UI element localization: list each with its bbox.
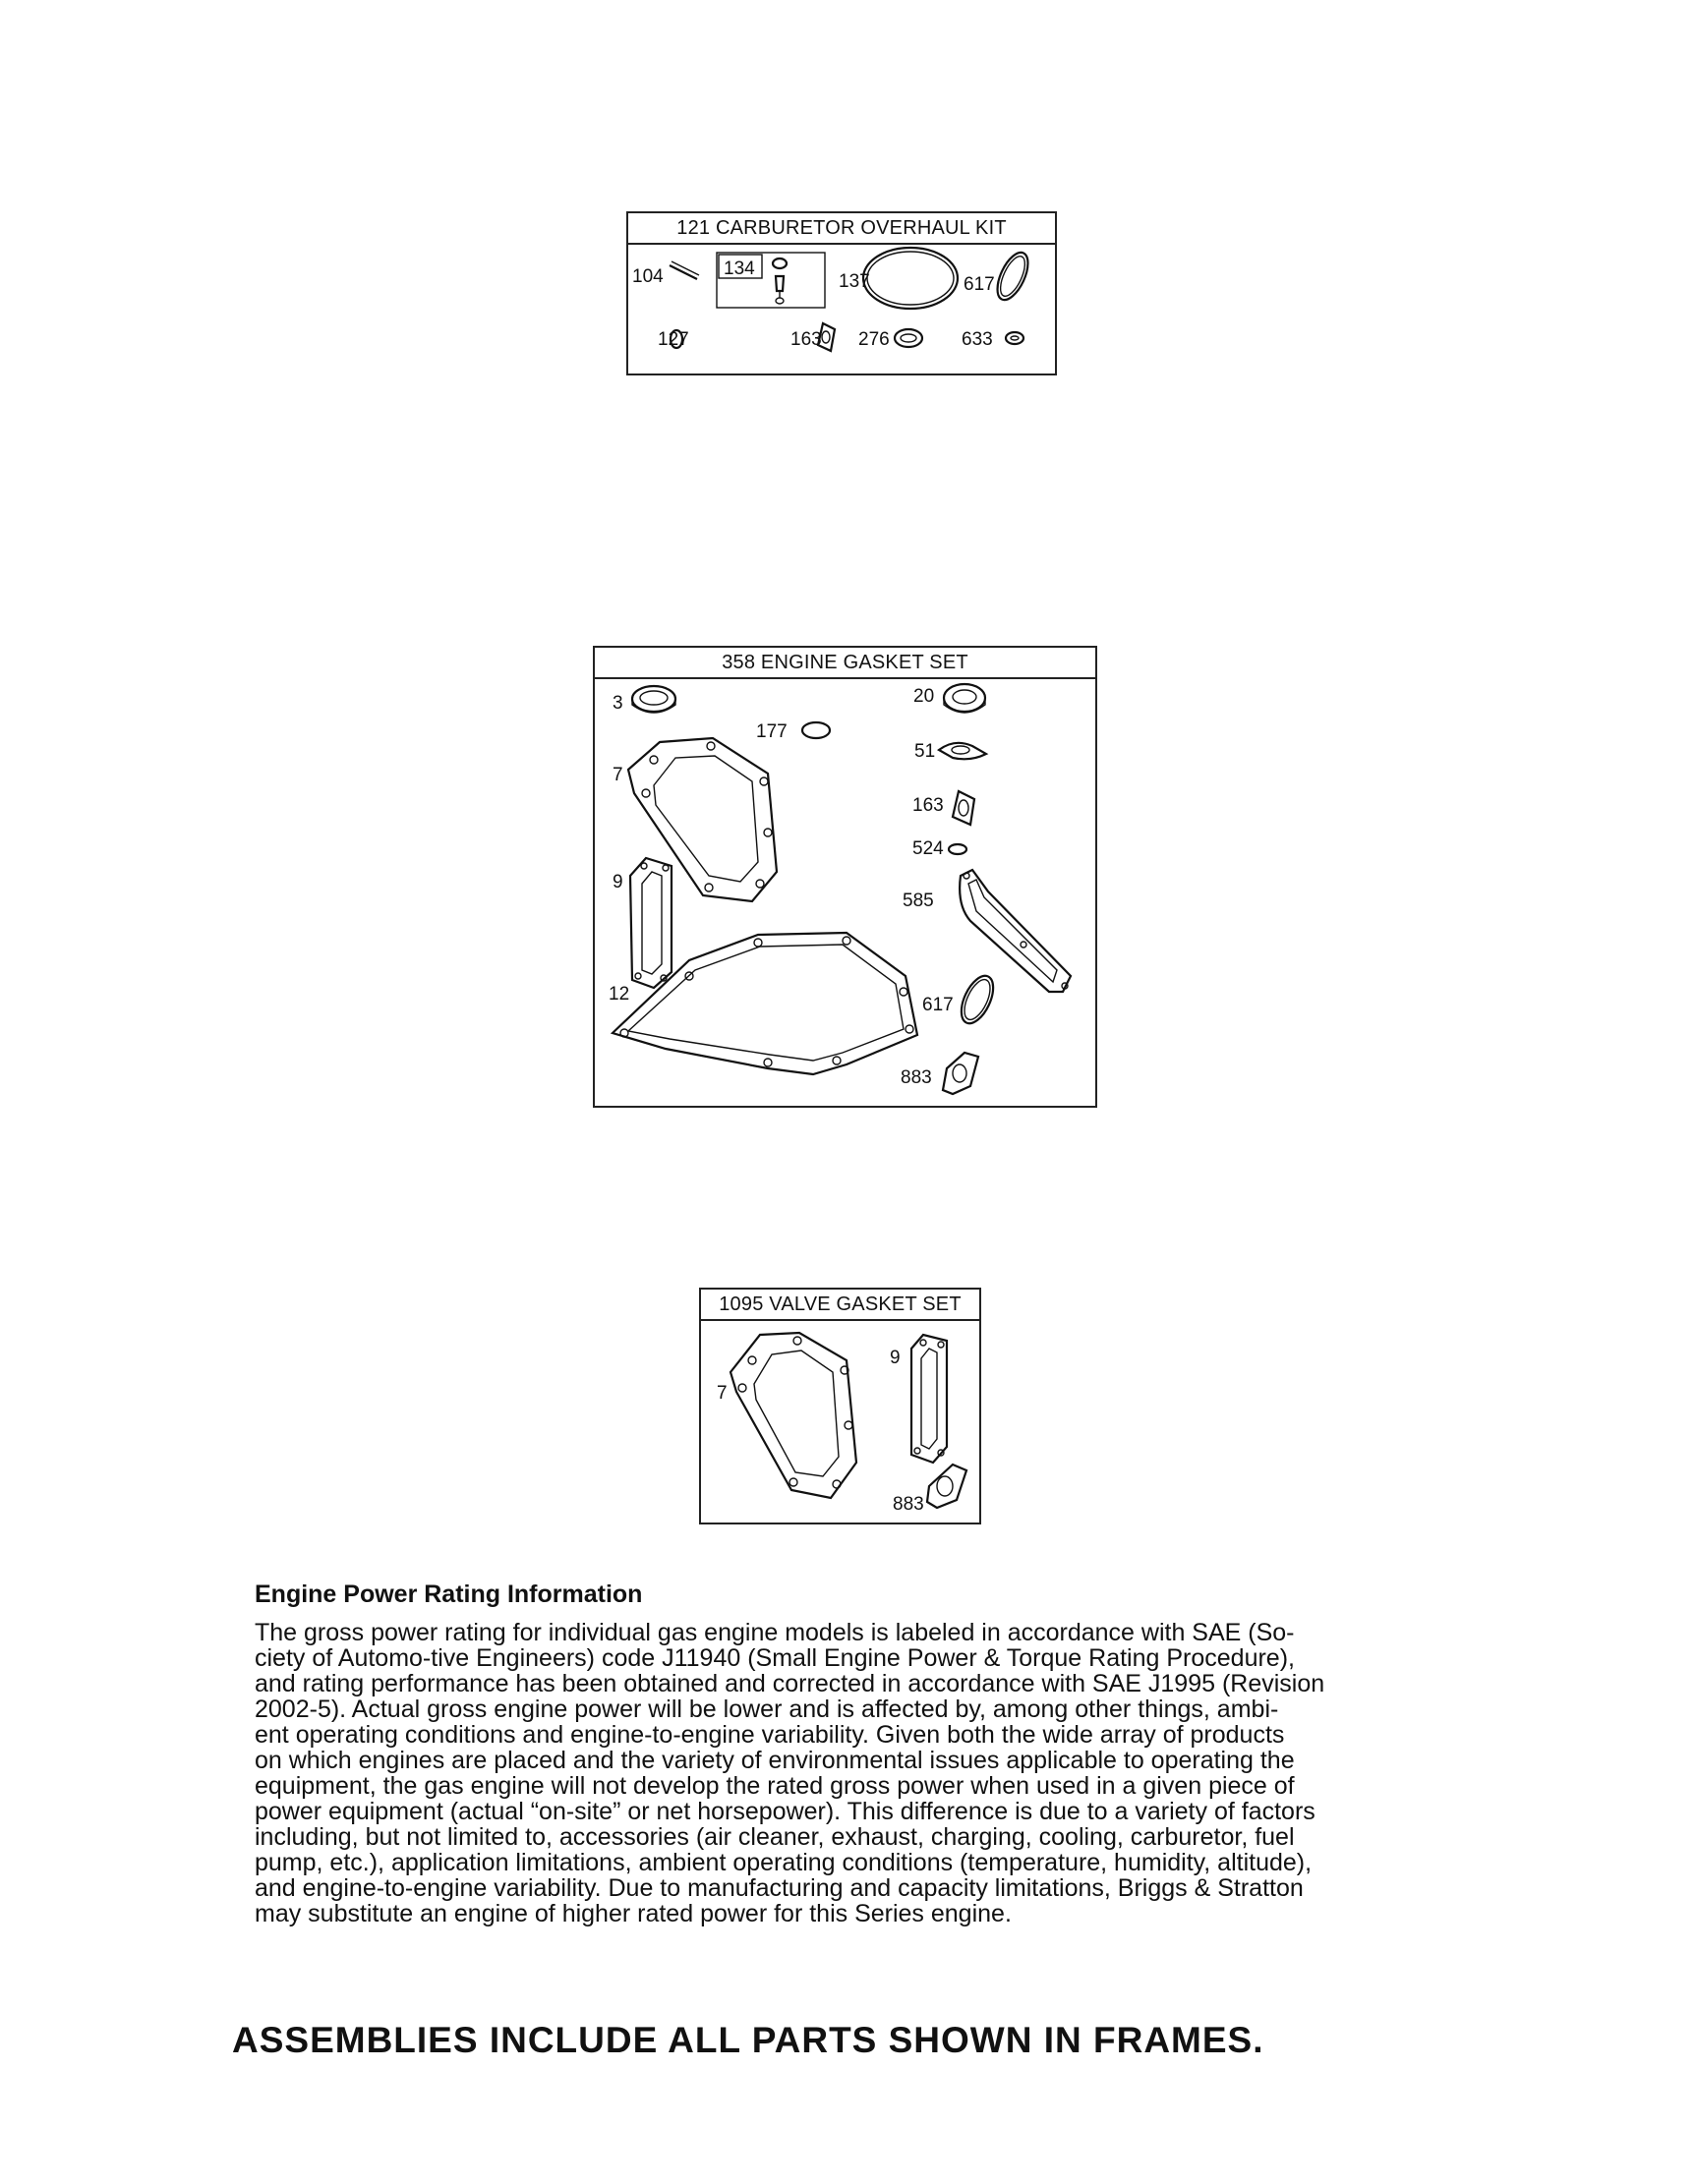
part-label-617: 617 (922, 995, 954, 1015)
valve-gasket-set-title: 1095 VALVE GASKET SET (701, 1290, 979, 1321)
part-label-883: 883 (901, 1067, 932, 1088)
paragraph-line: power equipment (actual “on-site” or net horsepower). This difference is due to a variety of factors (255, 1798, 1315, 1825)
o-ring-icon (955, 971, 1000, 1028)
power-rating-paragraph (255, 1620, 1425, 1926)
part-label-633: 633 (962, 329, 993, 350)
engine-gasket-set-diagram (595, 648, 1095, 1106)
paragraph-line: ent operating conditions and engine-to-engine variability. Given both the wide array of products (255, 1721, 1285, 1749)
part-label-177: 177 (756, 721, 788, 742)
paragraph-line: and engine-to-engine variability. Due to manufacturing and capacity limitations, Briggs & Stratton (255, 1874, 1304, 1902)
part-label-137: 137 (839, 271, 870, 292)
cylinder-head-gasket-icon (628, 738, 777, 901)
paragraph-line: pump, etc.), application limitations, ambient operating conditions (temperature, humidity, altitude), (255, 1849, 1313, 1876)
paragraph-line: including, but not limited to, accessories (air cleaner, exhaust, charging, cooling, carburetor, fuel (255, 1823, 1295, 1851)
part-label-7: 7 (717, 1383, 728, 1404)
exhaust-gasket-icon (943, 1053, 978, 1094)
part-label-524: 524 (912, 838, 944, 859)
exhaust-gasket-icon (927, 1465, 966, 1508)
engine-gasket-set-frame (593, 646, 1097, 1108)
assemblies-note: ASSEMBLIES INCLUDE ALL PARTS SHOWN IN FRAMES. (232, 2020, 1264, 2060)
valve-cover-gasket-icon (911, 1335, 947, 1463)
carburetor-kit-diagram (628, 213, 1055, 374)
part-label-617: 617 (964, 274, 995, 295)
part-label-134: 134 (724, 259, 755, 279)
breather-gasket-icon (960, 870, 1071, 992)
inlet-needle-icon (773, 259, 787, 304)
part-label-585: 585 (903, 891, 934, 911)
part-label-20: 20 (913, 686, 935, 707)
small-washer-icon (1006, 332, 1023, 344)
valve-cover-gasket-icon (630, 858, 672, 988)
valve-gasket-set-frame (699, 1288, 981, 1524)
paragraph-line: 2002-5). Actual gross engine power will be lower and is affected by, among other things, ambi- (255, 1695, 1279, 1723)
part-label-9: 9 (890, 1348, 901, 1368)
pin-part-icon (670, 261, 699, 279)
snap-ring-icon (802, 722, 830, 738)
engine-gasket-set-title: 358 ENGINE GASKET SET (595, 648, 1095, 679)
flange-gasket-icon (818, 323, 835, 351)
carburetor-overhaul-kit-frame (626, 211, 1057, 375)
paragraph-line: on which engines are placed and the variety of environmental issues applicable to operating the (255, 1747, 1295, 1774)
paragraph-line: The gross power rating for individual gas engine models is labeled in accordance with SAE (So- (255, 1619, 1295, 1646)
part-label-163: 163 (790, 329, 822, 350)
float-washer-icon (895, 329, 922, 347)
paragraph-line: may substitute an engine of higher rated power for this Series engine. (255, 1900, 1012, 1927)
part-label-163: 163 (912, 795, 944, 816)
crankcase-gasket-icon (613, 933, 917, 1074)
part-label-127: 127 (658, 329, 689, 350)
part-label-9: 9 (613, 872, 623, 892)
part-label-51: 51 (914, 741, 936, 762)
part-label-3: 3 (613, 693, 623, 714)
seal-ring-icon (949, 844, 966, 854)
paragraph-line: and rating performance has been obtained and corrected in accordance with SAE J1995 (Revision (255, 1670, 1325, 1697)
o-ring-icon (991, 248, 1034, 304)
crankshaft-seal-icon (944, 684, 985, 713)
part-label-104: 104 (632, 266, 664, 287)
part-label-883: 883 (893, 1494, 924, 1515)
paragraph-line: equipment, the gas engine will not develop the rated gross power when used in a given piece of (255, 1772, 1295, 1800)
carburetor-gasket-icon (953, 791, 974, 825)
carburetor-kit-title: 121 CARBURETOR OVERHAUL KIT (628, 213, 1055, 245)
valve-gasket-set-diagram (701, 1290, 979, 1523)
bowl-gasket-icon (863, 248, 958, 309)
paragraph-line: ciety of Automo-tive Engineers) code J11940 (Small Engine Power & Torque Rating Procedure), (255, 1644, 1295, 1672)
intake-gasket-icon (939, 743, 986, 760)
part-label-276: 276 (858, 329, 890, 350)
part-label-12: 12 (609, 984, 630, 1005)
power-rating-heading: Engine Power Rating Information (255, 1581, 643, 1608)
part-label-7: 7 (613, 765, 623, 785)
oil-seal-icon (632, 686, 675, 713)
cylinder-head-gasket-icon (731, 1333, 856, 1498)
